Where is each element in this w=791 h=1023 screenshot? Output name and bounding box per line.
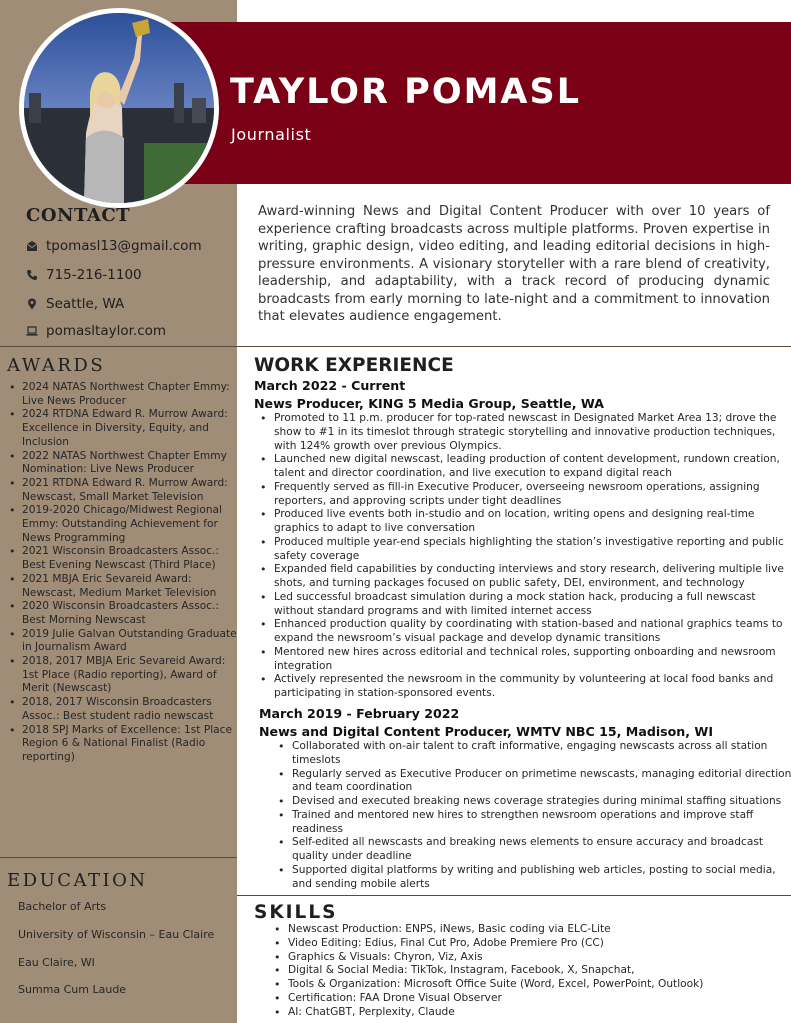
contact-location bbox=[26, 296, 124, 312]
skill-item: • AI: ChatGBT, Perplexity, Claude bbox=[288, 1006, 791, 1020]
profile-summary: Award-winning News and Digital Content Producer with over 10 years of experience crafting broadcasts across multiple platforms. Proven expertise in writing, graphic design, video editing, and leading editorial decisions in high-pressure environments. A visionary storyteller with a rare blend of creativity, leadership, and adaptability, with a track record of producing dynamic broadcasts from early morning to late-night and a commitment to innovation that elevates audience engagement. bbox=[258, 204, 770, 324]
contact-phone[interactable] bbox=[26, 267, 142, 283]
skill-item: • Digital & Social Media: TikTok, Instagram, Facebook, X, Snapchat, bbox=[288, 964, 791, 978]
skills-list bbox=[272, 923, 791, 1019]
job-bullet: • Launched new digital newscast, leading production of content development, rundown creation, talent and director coordination, and live execution to expand digital reach bbox=[274, 453, 791, 481]
award-item: • 2021 MBJA Eric Sevareid Award: Newscast, Medium Market Television bbox=[22, 573, 244, 600]
contact-email[interactable] bbox=[26, 238, 202, 254]
laptop-icon bbox=[26, 325, 38, 337]
job-dates: March 2022 - Current bbox=[254, 378, 406, 393]
awards-heading: AWARDS bbox=[7, 355, 106, 376]
job-bullets bbox=[258, 412, 791, 701]
skill-item: • Tools & Organization: Microsoft Office Suite (Word, Excel, PowerPoint, Outlook) bbox=[288, 978, 791, 992]
award-item: • 2021 Wisconsin Broadcasters Assoc.: Best Evening Newscast (Third Place) bbox=[22, 545, 244, 572]
location-text: Seattle, WA bbox=[46, 296, 125, 312]
job-bullet: • Collaborated with on-air talent to craft informative, engaging newscasts across all station timeslots bbox=[292, 740, 791, 768]
job-position: News Producer, KING 5 Media Group, Seattle, WA bbox=[254, 396, 604, 411]
award-item: • 2018, 2017 Wisconsin Broadcasters Assoc.: Best student radio newscast bbox=[22, 696, 244, 723]
skill-item: • Certification: FAA Drone Visual Observer bbox=[288, 992, 791, 1006]
job-bullet: • Enhanced production quality by coordinating with station-based and national graphics teams to expand the newsroom’s visual package and develop dynamic transitions bbox=[274, 618, 791, 646]
phone-icon bbox=[26, 269, 38, 281]
job-bullet: • Actively represented the newsroom in the community by volunteering at local food banks and participating in station-sponsored events. bbox=[274, 673, 791, 701]
job-bullet: • Self-edited all newscasts and breaking news elements to ensure accuracy and broadcast quality under deadline bbox=[292, 836, 791, 864]
award-item: • 2021 RTDNA Edward R. Murrow Award: Newscast, Small Market Television bbox=[22, 477, 244, 504]
job-bullet: • Produced live events both in-studio and on location, writing opens and designing real-time graphics to adapt to live conversation bbox=[274, 508, 791, 536]
skill-item: • Graphics & Visuals: Chyron, Viz, Axis bbox=[288, 951, 791, 965]
education-school: University of Wisconsin – Eau Claire bbox=[18, 928, 215, 941]
award-item: • 2019 Julie Galvan Outstanding Graduate in Journalism Award bbox=[22, 628, 244, 655]
skill-item: • Newscast Production: ENPS, iNews, Basic coding via ELC-Lite bbox=[288, 923, 791, 937]
divider-top bbox=[0, 346, 791, 347]
skills-heading: SKILLS bbox=[254, 902, 338, 923]
job-position: News and Digital Content Producer, WMTV NBC 15, Madison, WI bbox=[259, 724, 714, 739]
job-bullets bbox=[276, 740, 791, 891]
education-heading: EDUCATION bbox=[7, 870, 148, 891]
award-item: • 2018, 2017 MBJA Eric Sevareid Award: 1st Place (Radio reporting), Award of Merit (Newscast) bbox=[22, 655, 244, 696]
job-bullet: • Supported digital platforms by writing and publishing web articles, posting to social media, and sending mobile alerts bbox=[292, 864, 791, 892]
job-bullet: • Regularly served as Executive Producer on primetime newscasts, managing editorial direction and team coordination bbox=[292, 768, 791, 796]
award-item: • 2018 SPJ Marks of Excellence: 1st Place Region 6 & National Finalist (Radio reporting) bbox=[22, 724, 244, 765]
award-item: • 2020 Wisconsin Broadcasters Assoc.: Best Morning Newscast bbox=[22, 600, 244, 627]
award-item: • 2019-2020 Chicago/Midwest Regional Emmy: Outstanding Achievement for News Programming bbox=[22, 504, 244, 545]
education-city: Eau Claire, WI bbox=[18, 956, 95, 969]
job-dates: March 2019 - February 2022 bbox=[259, 706, 460, 721]
portrait-photo-icon bbox=[24, 13, 214, 203]
profile-photo bbox=[19, 8, 219, 208]
job-bullet: • Expanded field capabilities by conducting interviews and story research, delivering multiple live shots, and turning packages focused on public safety, DEI, environment, and technology bbox=[274, 563, 791, 591]
job-bullet: • Led successful broadcast simulation during a mock station hack, producing a full newscast without standard programs and with limited internet access bbox=[274, 591, 791, 619]
awards-list bbox=[8, 381, 244, 765]
contact-heading: CONTACT bbox=[26, 205, 131, 226]
location-pin-icon bbox=[26, 298, 38, 310]
job-bullet: • Trained and mentored new hires to strengthen newsroom operations and improve staff readiness bbox=[292, 809, 791, 837]
education-honors: Summa Cum Laude bbox=[18, 983, 127, 996]
job-bullet: • Devised and executed breaking news coverage strategies during minimal staffing situations bbox=[292, 795, 791, 809]
phone-text: 715-216-1100 bbox=[46, 267, 142, 283]
contact-website[interactable] bbox=[26, 323, 166, 339]
job-bullet: • Frequently served as fill-in Executive Producer, overseeing newsroom operations, assigning reporters, and approving scripts under tight deadlines bbox=[274, 481, 791, 509]
divider-skills bbox=[237, 895, 791, 896]
job-bullet: • Promoted to 11 p.m. producer for top-rated newscast in Designated Market Area 13; drove the show to #1 in its timeslot through strategic storytelling and innovative production techniques, with 124% growth over previous Olympics. bbox=[274, 412, 791, 453]
award-item: • 2022 NATAS Northwest Chapter Emmy Nomination: Live News Producer bbox=[22, 450, 244, 477]
job-bullet: • Mentored new hires across editorial and technical roles, supporting onboarding and newsroom integration bbox=[274, 646, 791, 674]
award-item: • 2024 RTDNA Edward R. Murrow Award: Excellence in Diversity, Equity, and Inclusion bbox=[22, 408, 244, 449]
job-bullet: • Produced multiple year-end specials highlighting the station’s investigative reporting and public safety coverage bbox=[274, 536, 791, 564]
website-text: pomasltaylor.com bbox=[46, 323, 167, 339]
envelope-icon bbox=[26, 240, 38, 252]
skill-item: • Video Editing: Edius, Final Cut Pro, Adobe Premiere Pro (CC) bbox=[288, 937, 791, 951]
job-role: Journalist bbox=[231, 125, 312, 144]
divider-education bbox=[0, 857, 237, 858]
email-text: tpomasl13@gmail.com bbox=[46, 238, 202, 254]
award-item: • 2024 NATAS Northwest Chapter Emmy: Live News Producer bbox=[22, 381, 244, 408]
education-degree: Bachelor of Arts bbox=[18, 900, 107, 913]
work-heading: WORK EXPERIENCE bbox=[254, 355, 454, 376]
person-name: TAYLOR POMASL bbox=[230, 72, 582, 112]
